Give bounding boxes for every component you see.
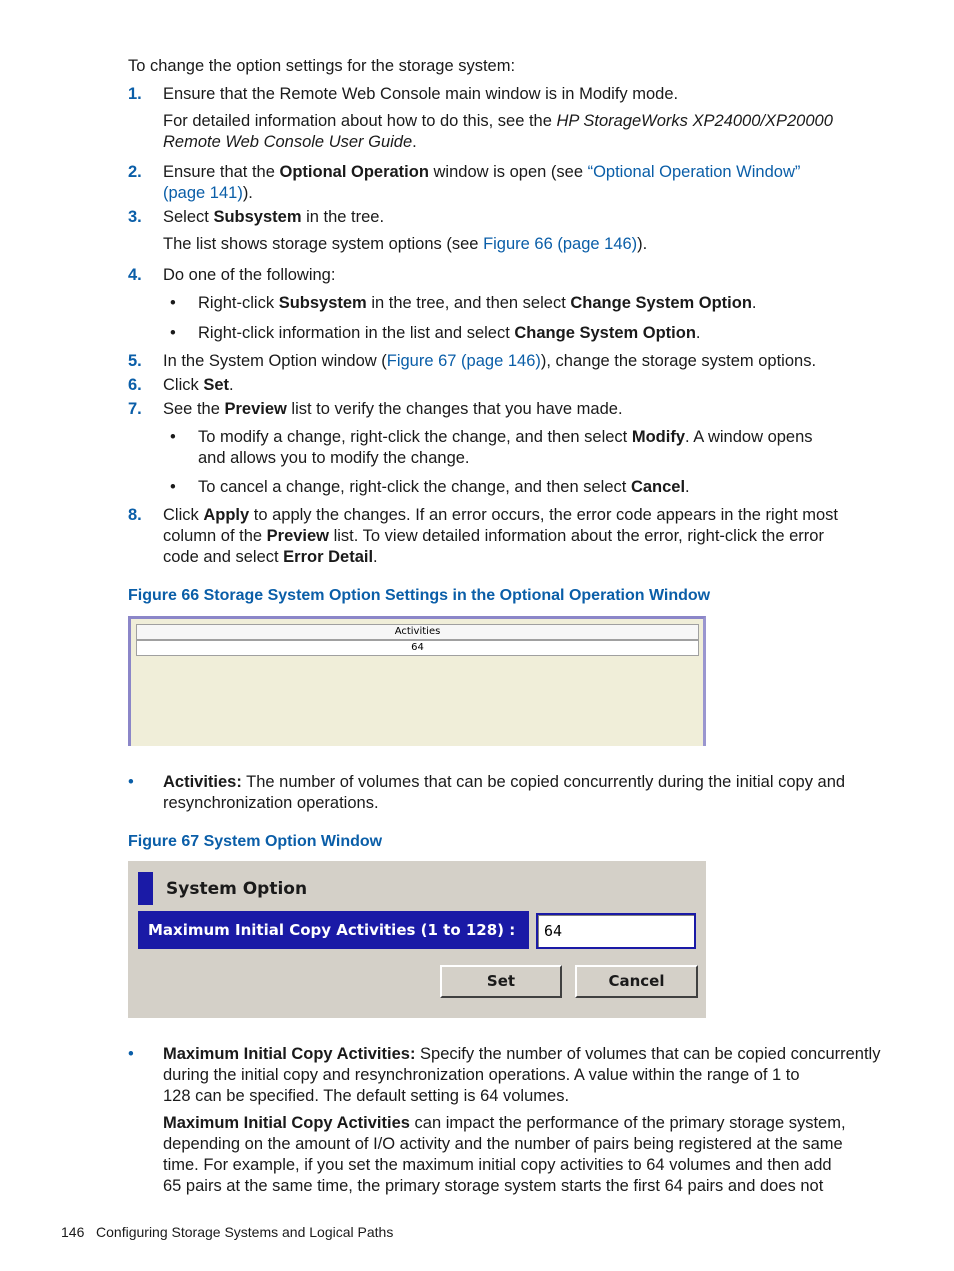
title-accent-bar [138, 872, 153, 905]
step-text: Click Set. [163, 376, 234, 394]
max-description-cont: during the initial copy and resynchronization operations. A value within the range of 1 to [163, 1066, 800, 1084]
link-optional-operation-window[interactable]: “Optional Operation Window” [587, 163, 801, 181]
step-subtext: The list shows storage system options (see Figure 66 (page 146)). [163, 235, 648, 253]
bullet: • [170, 294, 176, 312]
step-subtext: For detailed information about how to do this, see the HP StorageWorks XP24000/XP20000 [163, 112, 833, 130]
max-impact-text-cont: 65 pairs at the same time, the primary storage system starts the first 64 pairs and does not [163, 1177, 824, 1195]
step-text: Select Subsystem in the tree. [163, 208, 385, 226]
step-number: 7. [128, 400, 142, 418]
step-text: Ensure that the Optional Operation window is open (see “Optional Operation Window” [163, 163, 801, 181]
page-number: 146 [61, 1224, 85, 1240]
table-row[interactable]: 64 [136, 640, 699, 656]
step-text-cont: (page 141)). [163, 184, 253, 202]
intro-text: To change the option settings for the storage system: [128, 57, 516, 75]
figure-66-activities-table [128, 616, 706, 746]
figure-66-caption: Figure 66 Storage System Option Settings in the Optional Operation Window [128, 587, 711, 604]
max-description-cont: 128 can be specified. The default setting is 64 volumes. [163, 1087, 570, 1105]
activities-description-cont: resynchronization operations. [163, 794, 379, 812]
bullet-text: Right-click Subsystem in the tree, and then select Change System Option. [198, 294, 757, 312]
max-description: Maximum Initial Copy Activities: Specify the number of volumes that can be copied concurrently [163, 1045, 881, 1063]
step-subtext-cont: Remote Web Console User Guide. [163, 133, 417, 151]
max-initial-copy-label: Maximum Initial Copy Activities (1 to 128) : [138, 911, 529, 949]
max-initial-copy-input[interactable]: 64 [536, 913, 696, 949]
bullet: • [128, 1045, 134, 1063]
step-text: Ensure that the Remote Web Console main window is in Modify mode. [163, 85, 679, 103]
step-text-cont: code and select Error Detail. [163, 548, 378, 566]
step-number: 6. [128, 376, 142, 394]
step-text: Click Apply to apply the changes. If an error occurs, the error code appears in the right most [163, 506, 838, 524]
step-text: See the Preview list to verify the changes that you have made. [163, 400, 623, 418]
bullet: • [170, 478, 176, 496]
bullet-text: Right-click information in the list and select Change System Option. [198, 324, 701, 342]
step-number: 1. [128, 85, 142, 103]
link-figure-66[interactable]: Figure 66 (page 146) [483, 235, 638, 253]
bullet-text: To cancel a change, right-click the change, and then select Cancel. [198, 478, 690, 496]
bullet: • [128, 773, 134, 791]
set-button[interactable]: Set [440, 965, 562, 998]
bullet: • [170, 324, 176, 342]
max-impact-text-cont: depending on the amount of I/O activity and the number of pairs being registered at the same [163, 1135, 843, 1153]
bullet-text-cont: and allows you to modify the change. [198, 449, 470, 467]
bullet-text: To modify a change, right-click the change, and then select Modify. A window opens [198, 428, 813, 446]
max-impact-text-cont: time. For example, if you set the maximum initial copy activities to 64 volumes and then add [163, 1156, 832, 1174]
step-number: 8. [128, 506, 142, 524]
step-text: Do one of the following: [163, 266, 336, 284]
step-text-cont: column of the Preview list. To view detailed information about the error, right-click the error [163, 527, 824, 545]
step-number: 5. [128, 352, 142, 370]
page-footer [61, 1222, 393, 1243]
footer-section: Configuring Storage Systems and Logical Paths [96, 1224, 394, 1240]
step-number: 4. [128, 266, 142, 284]
max-impact-text: Maximum Initial Copy Activities can impact the performance of the primary storage system, [163, 1114, 846, 1132]
activities-description: Activities: The number of volumes that can be copied concurrently during the initial copy and [163, 773, 846, 791]
step-text: In the System Option window (Figure 67 (page 146)), change the storage system options. [163, 352, 817, 370]
link-figure-67[interactable]: Figure 67 (page 146) [386, 352, 541, 370]
link-page-141[interactable]: (page 141) [163, 184, 243, 202]
window-title: System Option [166, 879, 308, 899]
table-header-activities[interactable]: Activities [136, 624, 699, 640]
bullet: • [170, 428, 176, 446]
step-number: 2. [128, 163, 142, 181]
figure-67-caption: Figure 67 System Option Window [128, 833, 383, 850]
step-number: 3. [128, 208, 142, 226]
system-option-window [128, 861, 706, 1018]
cancel-button[interactable]: Cancel [575, 965, 698, 998]
